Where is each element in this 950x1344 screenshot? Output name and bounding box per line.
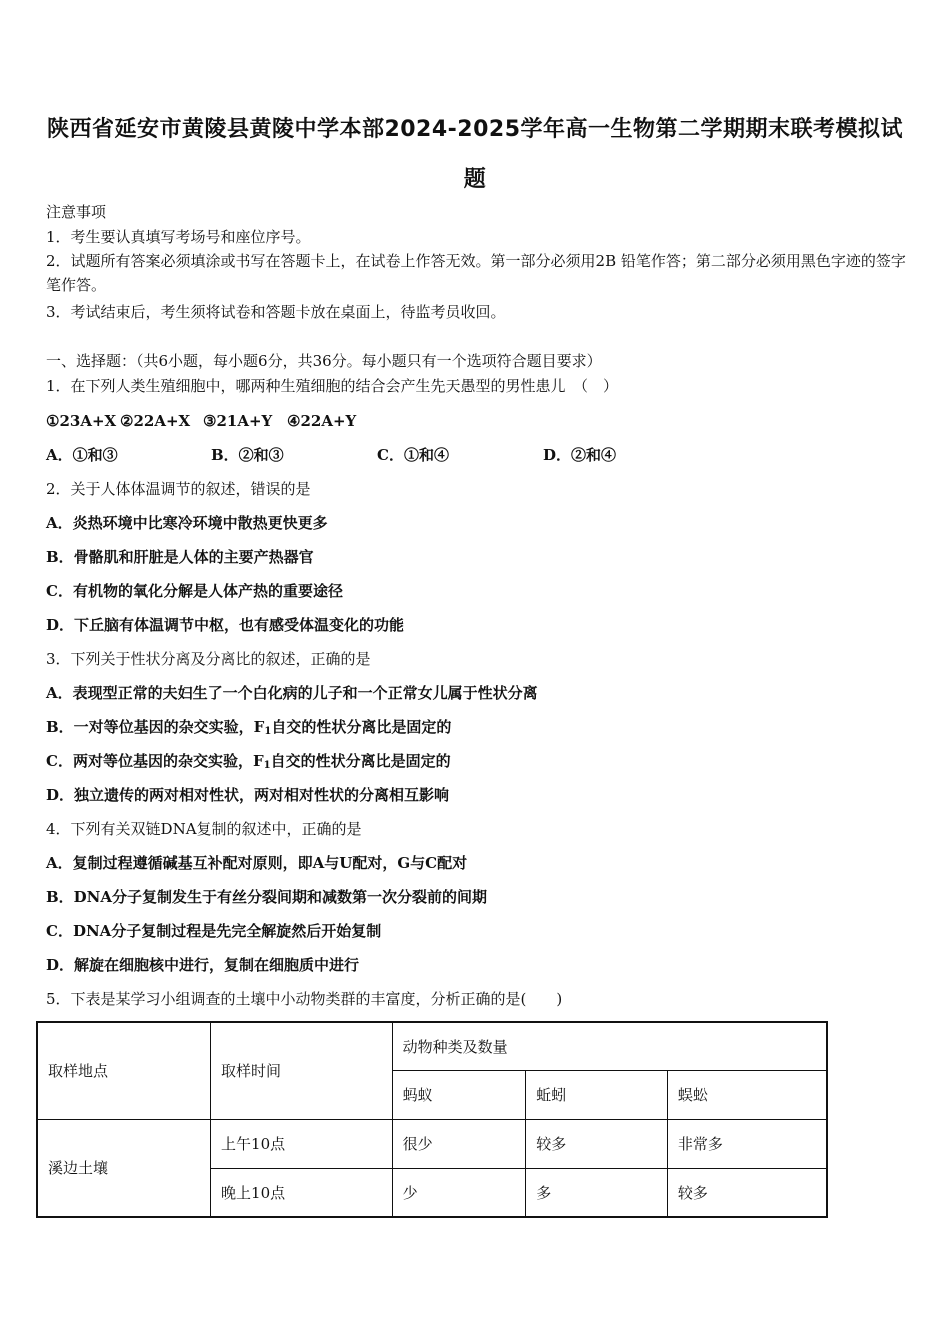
q4-option-a: A．复制过程遵循碱基互补配对原则，即A与U配对，G与C配对 — [46, 854, 468, 872]
cell-value: 非常多 — [667, 1119, 827, 1168]
notice-item-3: 3．考试结束后，考生须将试卷和答题卡放在桌面上，待监考员收回。 — [46, 303, 506, 321]
cell-value: 少 — [392, 1168, 526, 1217]
q3-option-b-post: 自交的性状分离比是固定的 — [271, 718, 452, 736]
cell-option-4: ④22A+Y — [287, 412, 357, 430]
notice-heading: 注意事项 — [46, 203, 107, 221]
cell-time: 上午10点 — [211, 1119, 393, 1168]
notice-item-1: 1．考生要认真填写考场号和座位序号。 — [46, 228, 311, 246]
q2-option-c: C．有机物的氧化分解是人体产热的重要途径 — [46, 582, 343, 600]
cell-option-2: ②22A+X — [120, 412, 191, 430]
cell-value: 较多 — [526, 1119, 668, 1168]
q4-option-d: D．解旋在细胞核中进行，复制在细胞质中进行 — [46, 956, 360, 974]
cell-value: 很少 — [392, 1119, 526, 1168]
q3-option-c — [46, 751, 451, 776]
header-species-earthworm: 蚯蚓 — [526, 1070, 668, 1119]
header-site: 取样地点 — [37, 1022, 211, 1119]
question-2-stem: 2．关于人体体温调节的叙述，错误的是 — [46, 480, 311, 498]
section-heading: 一、选择题：（共6小题，每小题6分，共36分。每小题只有一个选项符合题目要求） — [46, 352, 602, 370]
question-1-stem: 1．在下列人类生殖细胞中，哪两种生殖细胞的结合会产生先天愚型的男性患儿 （ ） — [46, 377, 619, 395]
document-title-line2: 题 — [463, 167, 487, 192]
cell-value: 较多 — [667, 1168, 827, 1217]
question-1-cells — [46, 411, 356, 431]
q3-option-a: A．表现型正常的夫妇生了一个白化病的儿子和一个正常女儿属于性状分离 — [46, 684, 538, 702]
header-species-group: 动物种类及数量 — [392, 1022, 827, 1070]
q2-option-b: B．骨骼肌和肝脏是人体的主要产热器官 — [46, 548, 314, 566]
document-title-line1: 陕西省延安市黄陵县黄陵中学本部2024-2025学年高一生物第二学期期末联考模拟试 — [46, 117, 904, 142]
q1-option-b: B．②和③ — [211, 446, 284, 464]
question-1-options — [46, 445, 616, 465]
header-time: 取样时间 — [211, 1022, 393, 1119]
q3-option-d: D．独立遗传的两对相对性状，两对相对性状的分离相互影响 — [46, 786, 450, 804]
q3-option-c-sub: 1 — [263, 760, 271, 771]
question-3-stem: 3．下列关于性状分离及分离比的叙述，正确的是 — [46, 650, 371, 668]
q1-option-c: C．①和④ — [377, 446, 449, 464]
q3-option-b-pre: B．一对等位基因的杂交实验，F — [46, 718, 265, 736]
q3-option-c-post: 自交的性状分离比是固定的 — [270, 752, 451, 770]
q1-option-d: D．②和④ — [543, 446, 617, 464]
q3-option-c-pre: C．两对等位基因的杂交实验，F — [46, 752, 264, 770]
question-5-stem: 5．下表是某学习小组调查的土壤中小动物类群的丰富度，分析正确的是( ) — [46, 990, 563, 1008]
table-row — [37, 1119, 827, 1168]
q4-option-b: B．DNA分子复制发生于有丝分裂间期和减数第一次分裂前的间期 — [46, 888, 488, 906]
q1-option-a: A．①和③ — [46, 446, 118, 464]
soil-animal-table — [36, 1021, 828, 1218]
cell-option-1: ①23A+X — [46, 412, 117, 430]
cell-value: 多 — [526, 1168, 668, 1217]
q2-option-a: A．炎热环境中比寒冷环境中散热更快更多 — [46, 514, 328, 532]
q4-option-c: C．DNA分子复制过程是先完全解旋然后开始复制 — [46, 922, 382, 940]
cell-time: 晚上10点 — [211, 1168, 393, 1217]
cell-site: 溪边土壤 — [37, 1119, 211, 1217]
q3-option-b — [46, 717, 451, 742]
cell-option-3: ③21A+Y — [203, 412, 273, 430]
question-4-stem: 4．下列有关双链DNA复制的叙述中，正确的是 — [46, 820, 362, 838]
q3-option-b-sub: 1 — [264, 726, 272, 737]
header-species-ant: 蚂蚁 — [392, 1070, 526, 1119]
header-species-centipede: 蜈蚣 — [667, 1070, 827, 1119]
q2-option-d: D．下丘脑有体温调节中枢，也有感受体温变化的功能 — [46, 616, 405, 634]
notice-item-2: 2．试题所有答案必须填涂或书写在答题卡上，在试卷上作答无效。第一部分必须用2B 铅笔作答；第二部分必须用黑色字迹的签字笔作答。 — [46, 252, 906, 294]
